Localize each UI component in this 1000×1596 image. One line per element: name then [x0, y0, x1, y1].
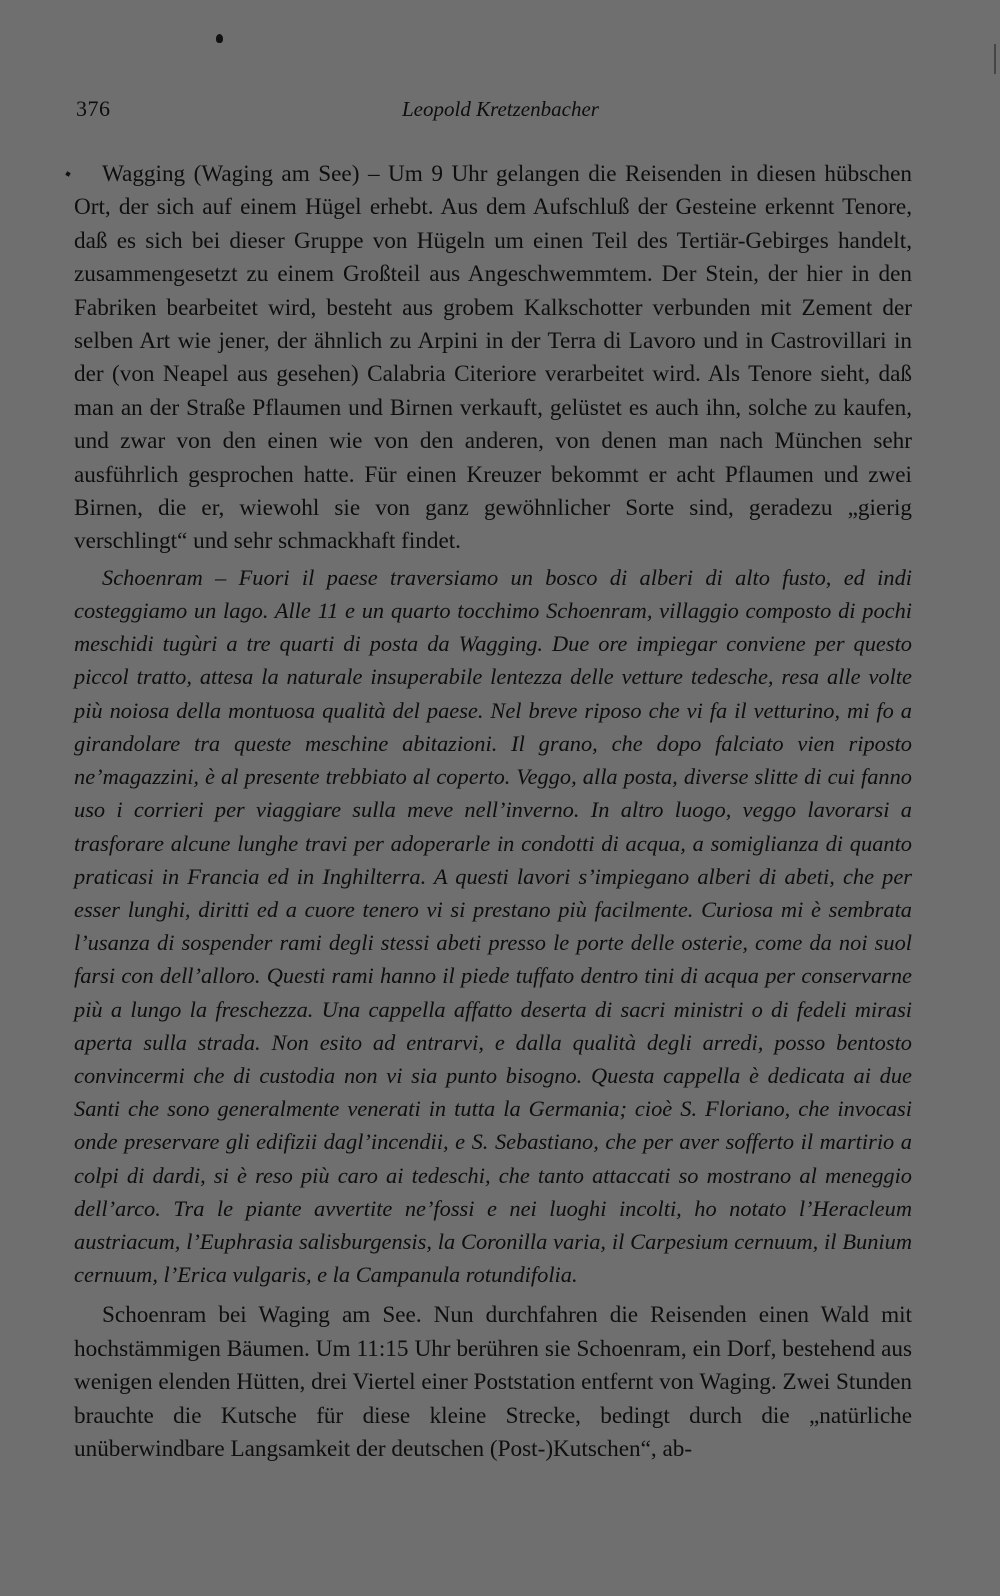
running-head: Leopold Kretzenbacher — [402, 97, 599, 121]
page-number: 376 — [76, 96, 111, 121]
page-edge-mark — [994, 44, 996, 74]
paragraph-german-schoenram: Schoenram bei Waging am See. Nun durchfahren die Reisenden einen Wald mit hochstämmigen Bäumen. Um 11:15 Uhr berühren sie Schoenram, ein Dorf, bestehend aus wenigen elenden Hütten, drei Viertel einer Poststation entfernt von Waging. Zwei Stunden brauchte die Kutsche für diese kleine Strecke, bedingt durch die „natürliche unüberwindbare Langsamkeit der deutschen (Post-)Kutschen“, ab- — [74, 1302, 912, 1462]
text-block — [74, 158, 912, 1466]
margin-mark — [65, 171, 70, 176]
paragraph-german-wagging: Wagging (Waging am See) – Um 9 Uhr gelangen die Reisenden in diesen hübschen Ort, der sich auf einem Hügel erhebt. Aus dem Aufschluß der Gesteine erkennt Tenore, daß es sich bei dieser Gruppe von Hügeln um einen Teil des Tertiär-Gebirges handelt, zusammengesetzt zu einem Großteil aus Angeschwemmtem. Der Stein, der hier in den Fabriken bearbeitet wird, besteht aus grobem Kalkschotter verbunden mit Zement der selben Art wie jener, der ähnlich zu Arpini in der Terra di Lavoro und in Castrovillari in der (von Neapel aus gesehen) Calabria Citeriore verarbeitet wird. Als Tenore sieht, daß man an der Straße Pflaumen und Birnen verkauft, gelüstet es auch ihn, solche zu kaufen, und zwar von den einen wie von den anderen, von denen man nach München sehr ausführlich gesprochen hatte. Für einen Kreuzer bekommt er acht Pflaumen und zwei Birnen, die er, wiewohl sie von ganz gewöhnlicher Sorte sind, geradezu „gierig verschlingt“ und sehr schmackhaft findet. — [74, 161, 912, 555]
ink-speck — [216, 34, 223, 43]
paragraph-italian-quote: Schoenram – Fuori il paese traversiamo un bosco di alberi di alto fusto, ed indi costeggiamo un lago. Alle 11 e un quarto tocchimo Schoenram, villaggio composto di pochi meschidi tugùri a tre quarti di posta da Wagging. Due ore impiegar conviene per questo piccol tratto, attesa la naturale insuperabile lentezza delle vetture tedesche, resa alle volte più noiosa della montuosa qualità del paese. Nel breve riposo che vi fa il vetturino, mi fo a girandolare tra queste meschine abitazioni. Il grano, che dopo falciato vien riposto ne’magazzini, è al presente trebbiato al coperto. Veggo, alla posta, diverse slitte di cui fanno uso i corrieri per viaggiare sulla meve nell’inverno. In altro luogo, veggo lavorarsi a trasforare alcune lunghe travi per adoperarle in condotti di acqua, a somiglianza di quanto praticasi in Francia ed in Inghilterra. A questi lavori s’impiegano alberi di abeti, che per esser lunghi, diritti ed a cuore tenero vi si prestano più facilmente. Curiosa mi è sembrata l’usanza di sospender rami degli stessi abeti presso le porte delle osterie, come da noi suol farsi con dell’alloro. Questi rami hanno il piede tuffato dentro tini di acqua per conservarne più a lungo la freschezza. Una cappella affatto deserta di sacri ministri o di fedeli mirasi aperta sulla strada. Non esito ad entrarvi, e dalla qualità degli arredi, posso bentosto convincermi che di custodia non vi sia punto bisogno. Questa cappella è dedicata ai due Santi che sono generalmente venerati in tutta la Germania; cioè S. Floriano, che invocasi onde preservare gli edifizii dagl’incendii, e S. Sebastiano, che per aver sofferto il martirio a colpi di dardi, si è reso più caro ai tedeschi, che tanto attaccati so mostrano al meneggio dell’arco. Tra le piante avvertite ne’fossi e nei luoghi incolti, ho notato l’Heracleum austriacum, l’Euphrasia salisburgensis, la Coronilla varia, il Carpesium cernuum, il Bunium cernuum, l’Erica vulgaris, e la Campanula rotundifolia. — [74, 564, 912, 1288]
